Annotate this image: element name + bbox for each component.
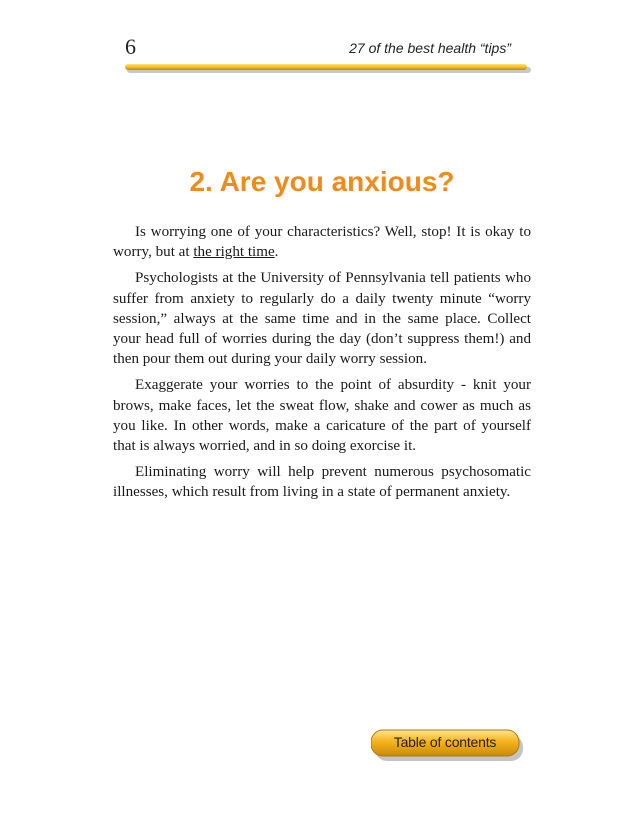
chapter-title: 2. Are you anxious? bbox=[189, 166, 455, 197]
running-header-title: 27 of the best health “tips” bbox=[349, 40, 511, 56]
page-header bbox=[113, 30, 531, 76]
table-of-contents-button[interactable] bbox=[371, 729, 523, 763]
paragraph-4: Eliminating worry will help prevent numerous psychosomatic illnesses, which result from living in a state of permanent anxiety. bbox=[113, 464, 531, 501]
paragraph-3: Exaggerate your worries to the point of absurdity - knit your brows, make faces, let the sweat flow, shake and cower as much as you like. In other words, make a caricature of the part of yourself that is always worried, and in so doing exorcise it. bbox=[113, 377, 531, 455]
header-rule bbox=[125, 64, 531, 73]
the-right-time-link[interactable]: the right time bbox=[193, 244, 275, 261]
paragraph-1 bbox=[113, 222, 531, 262]
paragraph-1-text: Is worrying one of your characteristics? Well, stop! It is okay to worry, but at bbox=[113, 224, 531, 261]
page-number: 6 bbox=[125, 34, 136, 59]
paragraph-2: Psychologists at the University of Pennsylvania tell patients who suffer from anxiety to regularly do a daily twenty minute “worry session,” always at the same time and in the same place. Collect your head full of worries during the day (don’t suppress them!) and then pour them out during your daily worry session. bbox=[113, 270, 531, 368]
toc-button-label: Table of contents bbox=[393, 734, 497, 750]
article-body bbox=[113, 222, 531, 509]
paragraph-1-end: . bbox=[274, 244, 279, 261]
